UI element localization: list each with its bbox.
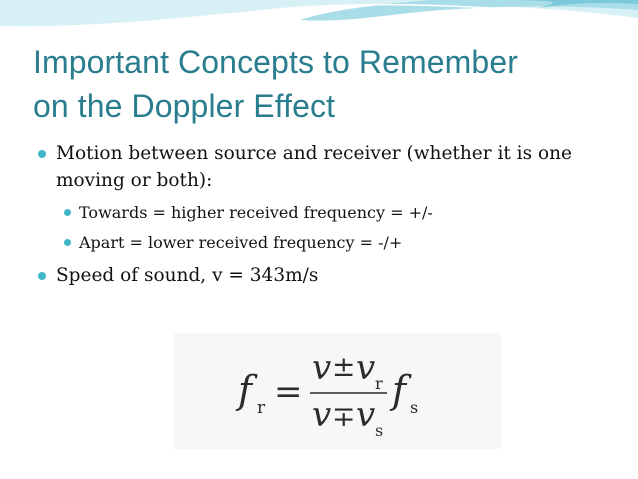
- sub-bullet-towards: [34, 200, 624, 226]
- formula-num-op: ±: [332, 350, 356, 383]
- bullet-dot-icon: [38, 272, 46, 280]
- sub-bullet-towards-text: Towards = higher received frequency = +/-: [79, 203, 433, 222]
- sub-bullet-apart-text: Apart = lower received frequency = -/+: [79, 233, 403, 252]
- formula-rhs-f: f: [392, 368, 407, 412]
- formula-den-v: v: [312, 395, 332, 435]
- formula-lhs-f: f: [238, 368, 253, 412]
- formula-num-vr-sub: r: [375, 374, 383, 393]
- bullet-motion-line-2: moving or both):: [56, 170, 213, 191]
- formula-den-vs: v: [356, 395, 376, 435]
- sub-bullet-apart: [34, 230, 624, 256]
- bullet-motion-line-1: Motion between source and receiver (whether it is one: [56, 143, 572, 164]
- doppler-formula: [174, 333, 501, 449]
- title-line-2: on the Doppler Effect: [33, 88, 336, 124]
- doppler-formula-image: [174, 333, 501, 449]
- bullet-speed-text: Speed of sound, v = 343m/s: [56, 265, 319, 286]
- formula-den-op: ∓: [332, 400, 356, 433]
- slide-title: [33, 40, 623, 128]
- sub-bullet-dot-icon: [64, 209, 71, 216]
- formula-num-v: v: [312, 348, 332, 388]
- bullet-motion: [34, 140, 624, 194]
- formula-equals: =: [274, 372, 303, 412]
- title-line-1: Important Concepts to Remember: [33, 44, 518, 80]
- formula-den-vs-sub: s: [375, 421, 384, 440]
- bullet-speed-of-sound: [34, 262, 624, 289]
- formula-lhs-sub: r: [257, 398, 266, 418]
- formula-num-vr: v: [356, 348, 376, 388]
- header-wave-decoration: [0, 0, 638, 40]
- formula-rhs-sub: s: [410, 398, 419, 417]
- bullet-list: [34, 140, 624, 295]
- bullet-dot-icon: [38, 150, 46, 158]
- sub-bullet-dot-icon: [64, 239, 71, 246]
